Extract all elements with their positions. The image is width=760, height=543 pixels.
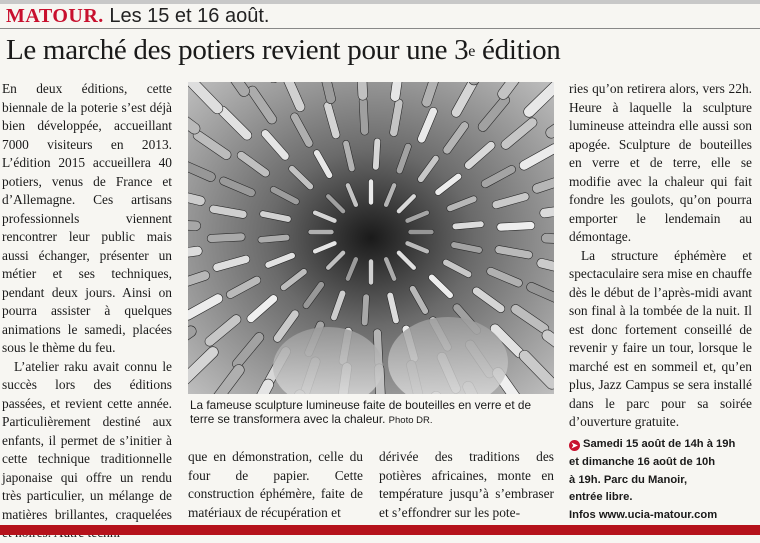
info-line: à 19h. Parc du Manoir, <box>569 473 688 486</box>
kicker-town: MATOUR. <box>6 5 104 27</box>
bottle-shape <box>207 233 245 243</box>
kicker-rule <box>0 28 760 29</box>
paragraph: La structure éphémère et spectaculaire sera mise en chauffe dès le début de l’après-midi avant son final à la tombée de la nuit. Il est donc fortement conseillé de revenir y faire un tour, lorsque le marché est en sommeil et, qu’en plus, Jazz Campus se sera installé dans le parc pour sa soirée d’ouverture gratuite. <box>569 247 752 429</box>
headline-text: Le marché des potiers revient pour une 3 <box>6 34 469 66</box>
article-headline <box>6 31 561 69</box>
kicker-date: Les 15 et 16 août. <box>109 5 270 27</box>
bottle-shape <box>369 179 374 205</box>
paragraph: ries qu’on retirera alors, vers 22h. Heure à laquelle la sculpture lumineuse atteindra elle aussi son apogée. Sculpture de bouteilles en verre et de terre, elle se modifie avec la chaleur qui fait fondre les goulots, qu’on pourra emporter le lendemain au démontage. <box>569 81 752 244</box>
bottle-shape <box>308 230 334 235</box>
bottle-shape <box>497 221 535 231</box>
headline-ordinal: e <box>468 43 476 60</box>
bottle-shape <box>359 97 369 135</box>
bottle-shape <box>408 230 434 235</box>
paragraph: L’atelier raku avait connu le succès lors des éditions passées, et revient cette année. Particulièrement destiné aux enfants, il permet de s’initier à cette technique traditionnelle japonaise qui offre un rendu très particulier, un mélange de matières brillantes, craquelées <box>2 358 172 522</box>
bottom-accent-bar <box>0 525 760 535</box>
paragraph: dérivée des traditions des potières africaines, monte en température jusqu’à s’embraser et s’effondrer sur les pote- <box>379 449 554 520</box>
bottle-shape <box>369 259 374 285</box>
photo-caption <box>190 398 554 428</box>
arrow-bullet-icon: ➤ <box>569 440 580 451</box>
paragraph: En deux éditions, cette biennale de la poterie s’est déjà bien développée, accueillant 7000 visiteurs en 2013. L’édition 2015 accueillera 40 potiers, venus de France et d’Allemagne. Ces artisans professionnels viennent rencontrer leur public mais aussi échanger, présenter un métier et ses techniques, pendant deux jours. Ainsi on pourra assister à quelques animations le samedi, placées sous le thème du feu. <box>2 81 172 355</box>
info-line: entrée libre. <box>569 491 633 504</box>
article-column-2 <box>188 448 363 522</box>
photo-credit: Photo DR. <box>388 415 433 426</box>
caption-text: La fameuse sculpture lumineuse faite de bouteilles en verre et de terre se transformera avec la chaleur. <box>190 398 532 426</box>
article-column-1 <box>2 80 172 543</box>
info-line: et dimanche 16 août de 10h <box>569 455 716 468</box>
bottles-sculpture-image <box>188 82 554 394</box>
paragraph: que en démonstration, celle du four de papier. Cette construction éphémère, faite de matériaux de récupération et <box>188 449 363 520</box>
sculpture-photo <box>188 82 554 394</box>
article-column-4 <box>569 80 752 432</box>
article-kicker <box>6 4 269 28</box>
event-info-box <box>569 436 759 525</box>
info-line: Samedi 15 août de 14h à 19h <box>583 438 736 450</box>
headline-text-end: édition <box>475 34 561 66</box>
info-line: Infos www.ucia-matour.com <box>569 509 718 522</box>
article-column-3 <box>379 448 554 522</box>
